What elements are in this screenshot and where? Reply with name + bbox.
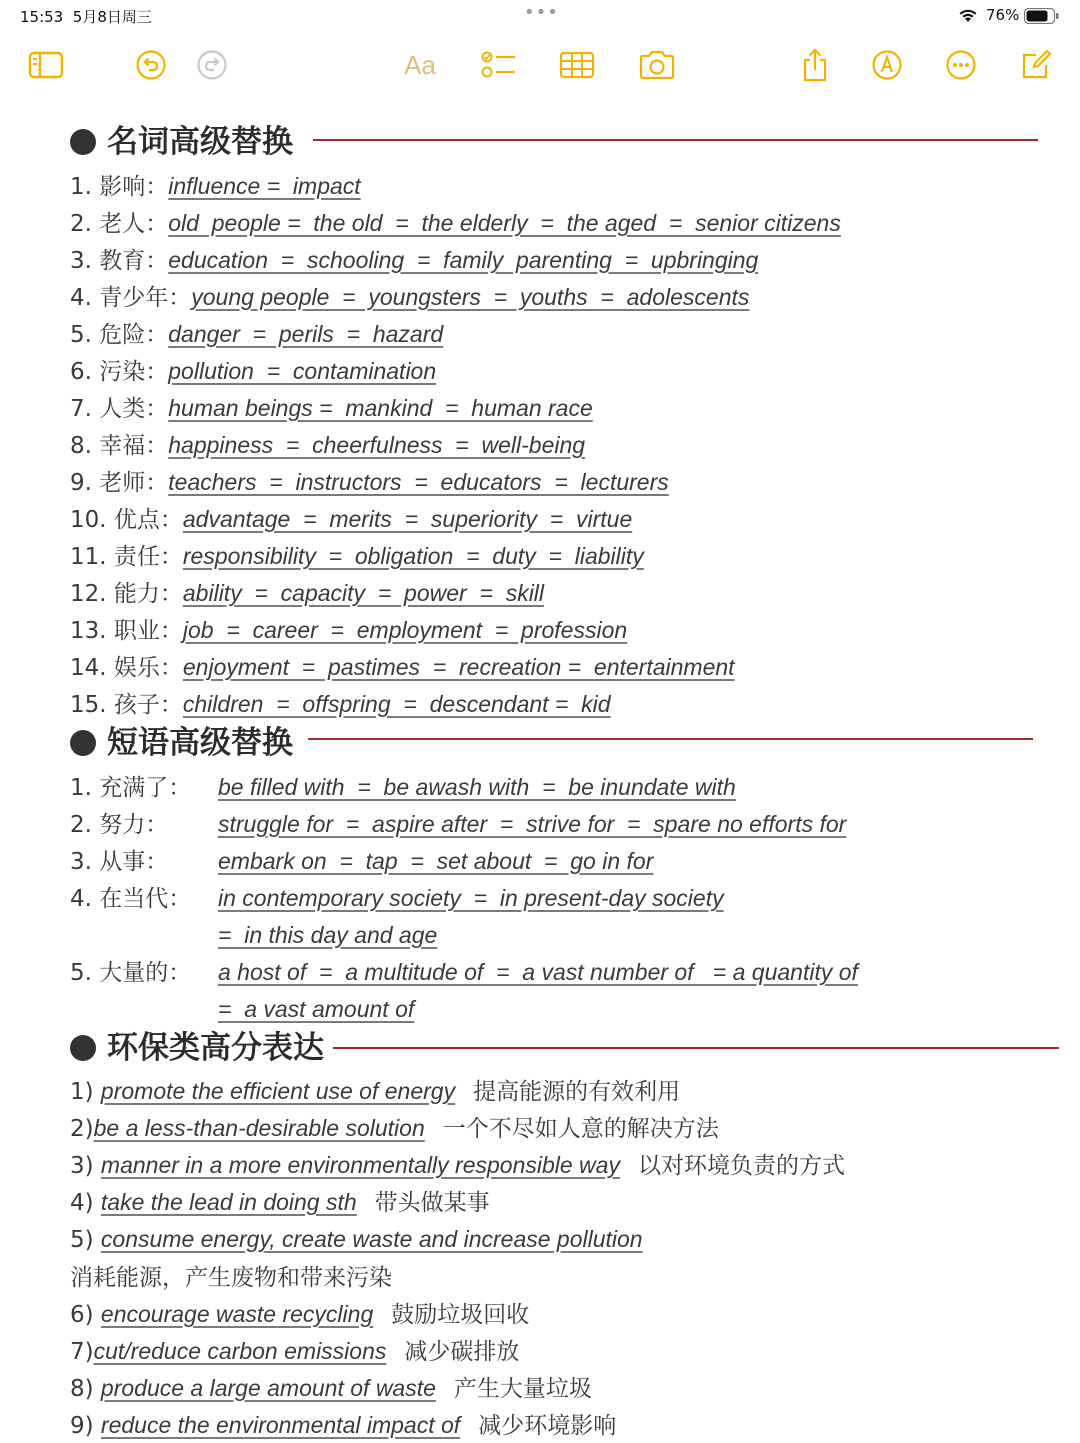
item-chinese-translation: 以对环境负责的方式 [637, 1153, 845, 1179]
list-item [70, 354, 436, 388]
list-item [70, 1371, 592, 1405]
status-bar [0, 0, 1080, 32]
item-english-expression: manner in a more environmentally responsible way [100, 1152, 620, 1178]
item-number: 7. [70, 396, 100, 422]
list-item [70, 317, 443, 351]
item-number: 7) [70, 1339, 94, 1365]
format-button[interactable] [400, 48, 440, 82]
item-number: 8) [70, 1376, 101, 1402]
item-english-synonyms: human beings = mankind = human race [168, 395, 593, 421]
section-title: 名词高级替换 [107, 124, 293, 160]
item-chinese-translation: 提高能源的有效利用 [473, 1079, 681, 1105]
item-chinese-label: 3. 从事： [70, 849, 169, 875]
share-icon [800, 48, 830, 82]
item-english-synonyms: teachers = instructors = educators = lecturers [168, 469, 669, 495]
item-chinese-label: 2. 努力： [70, 812, 169, 838]
camera-icon [638, 50, 676, 80]
list-item [70, 465, 669, 499]
battery-percentage: 76% [986, 6, 1020, 24]
item-english-synonyms: ability = capacity = power = skill [182, 580, 545, 606]
item-number: 4) [70, 1190, 101, 1216]
compose-icon [1020, 49, 1052, 81]
item-number: 5. [70, 322, 100, 348]
list-item [70, 807, 1030, 841]
list-item [70, 955, 1030, 989]
item-chinese-label: 优点： [113, 507, 183, 533]
item-number: 3) [70, 1153, 101, 1179]
item-english-synonyms: enjoyment = pastimes = recreation = entertainment [182, 654, 735, 680]
item-chinese-label: 5. 大量的： [70, 960, 192, 986]
list-item [70, 1222, 661, 1256]
item-english-expression: take the lead in doing sth [100, 1189, 357, 1215]
section-title: 环保类高分表达 [107, 1030, 324, 1066]
item-chinese-label: 1. 充满了： [70, 775, 192, 801]
checklist-icon [481, 50, 517, 80]
item-number: 4. [70, 285, 100, 311]
item-english-expression: produce a large amount of waste [100, 1375, 436, 1401]
item-chinese-translation: 带头做某事 [374, 1190, 490, 1216]
pen-markup-icon [871, 49, 903, 81]
item-english-synonyms: education = schooling = family parenting = upbringing [168, 247, 759, 273]
undo-button[interactable] [131, 48, 171, 82]
list-item [70, 687, 611, 721]
checklist-button[interactable] [479, 48, 519, 82]
item-number: 2) [70, 1116, 94, 1142]
item-number: 8. [70, 433, 100, 459]
list-item [70, 243, 758, 277]
item-chinese-label: 老人： [99, 211, 169, 237]
list-item [70, 992, 1030, 1026]
list-item [70, 1185, 490, 1219]
undo-icon [135, 49, 167, 81]
item-english-synonyms: influence = impact [168, 173, 361, 199]
item-chinese-label: 危险： [99, 322, 169, 348]
item-chinese-label: 娱乐： [113, 655, 183, 681]
item-number: 13. [70, 618, 114, 644]
item-chinese-translation: 减少环境影响 [478, 1413, 617, 1439]
section-title: 短语高级替换 [107, 725, 293, 761]
ellipsis-icon [945, 49, 977, 81]
item-chinese-label: 责任： [113, 544, 183, 570]
item-english-synonyms: children = offspring = descendant = kid [182, 691, 611, 717]
item-number: 2. [70, 211, 100, 237]
list-item [70, 576, 544, 610]
item-english-synonyms: in contemporary society = in present-day society [218, 885, 724, 911]
bullet-icon [70, 129, 96, 155]
item-english-synonyms: pollution = contamination [168, 358, 437, 384]
sidebar-icon [28, 51, 64, 79]
item-english-synonyms: old people = the old = the elderly = the aged = senior citizens [168, 210, 841, 236]
compose-button[interactable] [1016, 48, 1056, 82]
list-item [70, 650, 735, 684]
item-english-expression: reduce the environmental impact of [100, 1412, 461, 1438]
item-number: 9. [70, 470, 100, 496]
item-english-synonyms: struggle for = aspire after = strive for = spare no efforts for [218, 811, 847, 837]
item-number: 6) [70, 1302, 101, 1328]
section-divider [313, 139, 1038, 141]
list-item [70, 428, 585, 462]
item-english-expression: cut/reduce carbon emissions [93, 1338, 387, 1364]
item-chinese-translation: 减少碳排放 [404, 1339, 520, 1365]
item-number: 6. [70, 359, 100, 385]
item-number: 9) [70, 1413, 101, 1439]
item-chinese-label: 4. 在当代： [70, 886, 192, 912]
item-number: 14. [70, 655, 114, 681]
item-english-expression: consume energy, create waste and increase pollution [100, 1226, 643, 1252]
item-chinese-label: 人类： [99, 396, 169, 422]
item-chinese-label: 幸福： [99, 433, 169, 459]
notes-toolbar [0, 40, 1080, 90]
list-item [70, 539, 644, 573]
item-number: 12. [70, 581, 114, 607]
item-chinese-label: 孩子： [113, 692, 183, 718]
sidebar-toggle-button[interactable] [26, 48, 66, 82]
list-item [70, 206, 841, 240]
item-english-synonyms: embark on = tap = set about = go in for [218, 848, 654, 874]
multitasking-dots[interactable]: ••• [524, 2, 559, 23]
camera-button[interactable] [637, 48, 677, 82]
format-label: Aa [404, 49, 436, 80]
item-chinese-translation: 产生大量垃圾 [453, 1376, 592, 1402]
item-chinese-label: 青少年： [99, 285, 192, 311]
item-chinese-label: 影响： [99, 174, 169, 200]
list-item [70, 280, 749, 314]
status-time: 15:53 [20, 8, 64, 26]
item-english-expression: be a less-than-desirable solution [93, 1115, 425, 1141]
section-heading-nouns [70, 116, 1060, 160]
list-item [70, 1148, 845, 1182]
status-date: 5月8日周三 [72, 8, 152, 26]
section-divider [308, 738, 1033, 740]
item-number: 1. [70, 174, 100, 200]
more-button[interactable] [941, 48, 981, 82]
table-button[interactable] [557, 48, 597, 82]
item-chinese-label: 职业： [113, 618, 183, 644]
list-item [70, 391, 593, 425]
list-item [70, 169, 361, 203]
list-item [70, 1297, 529, 1331]
item-english-synonyms: happiness = cheerfulness = well-being [168, 432, 586, 458]
item-chinese-translation: 一个不尽如人意的解决方法 [442, 1116, 719, 1142]
markup-button[interactable] [867, 48, 907, 82]
list-item [70, 502, 632, 536]
bullet-icon [70, 730, 96, 756]
section-heading-environment [70, 1022, 1060, 1066]
item-number: 5) [70, 1227, 101, 1253]
item-english-synonyms: responsibility = obligation = duty = liability [182, 543, 644, 569]
item-english-expression: encourage waste recycling [100, 1301, 374, 1327]
status-time-date [20, 6, 152, 27]
table-icon [559, 51, 595, 79]
item-english-synonyms: danger = perils = hazard [168, 321, 444, 347]
list-item [70, 1074, 680, 1108]
battery-icon [1024, 8, 1060, 28]
list-item [70, 613, 627, 647]
item-english-synonyms: young people = youngsters = youths = adolescents [191, 284, 750, 310]
item-number: 1) [70, 1079, 101, 1105]
item-english-synonyms: a host of = a multitude of = a vast number of = a quantity of [218, 959, 858, 985]
item-chinese-label: 教育： [99, 248, 169, 274]
list-item [70, 918, 1030, 952]
list-item [70, 770, 1030, 804]
share-button[interactable] [795, 48, 835, 82]
item-english-synonyms: = in this day and age [218, 922, 438, 948]
list-item [70, 1334, 519, 1368]
item-number: 15. [70, 692, 114, 718]
item-english-synonyms: job = career = employment = profession [182, 617, 628, 643]
list-item [70, 1260, 392, 1294]
redo-button[interactable] [192, 48, 232, 82]
bullet-icon [70, 1035, 96, 1061]
item-chinese-translation: 消耗能源，产生废物和带来污染 [70, 1265, 392, 1291]
section-heading-phrases [70, 717, 1060, 761]
item-number: 3. [70, 248, 100, 274]
item-chinese-label: 污染： [99, 359, 169, 385]
item-english-synonyms: be filled with = be awash with = be inundate with [218, 774, 736, 800]
item-english-synonyms: = a vast amount of [218, 996, 415, 1022]
item-english-synonyms: advantage = merits = superiority = virtue [182, 506, 633, 532]
wifi-icon [958, 8, 978, 27]
item-chinese-translation: 鼓励垃圾回收 [391, 1302, 530, 1328]
list-item [70, 1408, 616, 1442]
item-chinese-label: 能力： [113, 581, 183, 607]
redo-icon [196, 49, 228, 81]
list-item [70, 881, 1030, 915]
list-item [70, 844, 1030, 878]
item-number: 11. [70, 544, 114, 570]
list-item [70, 1111, 719, 1145]
item-english-expression: promote the efficient use of energy [100, 1078, 456, 1104]
section-divider [333, 1047, 1059, 1049]
item-chinese-label: 老师： [99, 470, 169, 496]
item-number: 10. [70, 507, 114, 533]
